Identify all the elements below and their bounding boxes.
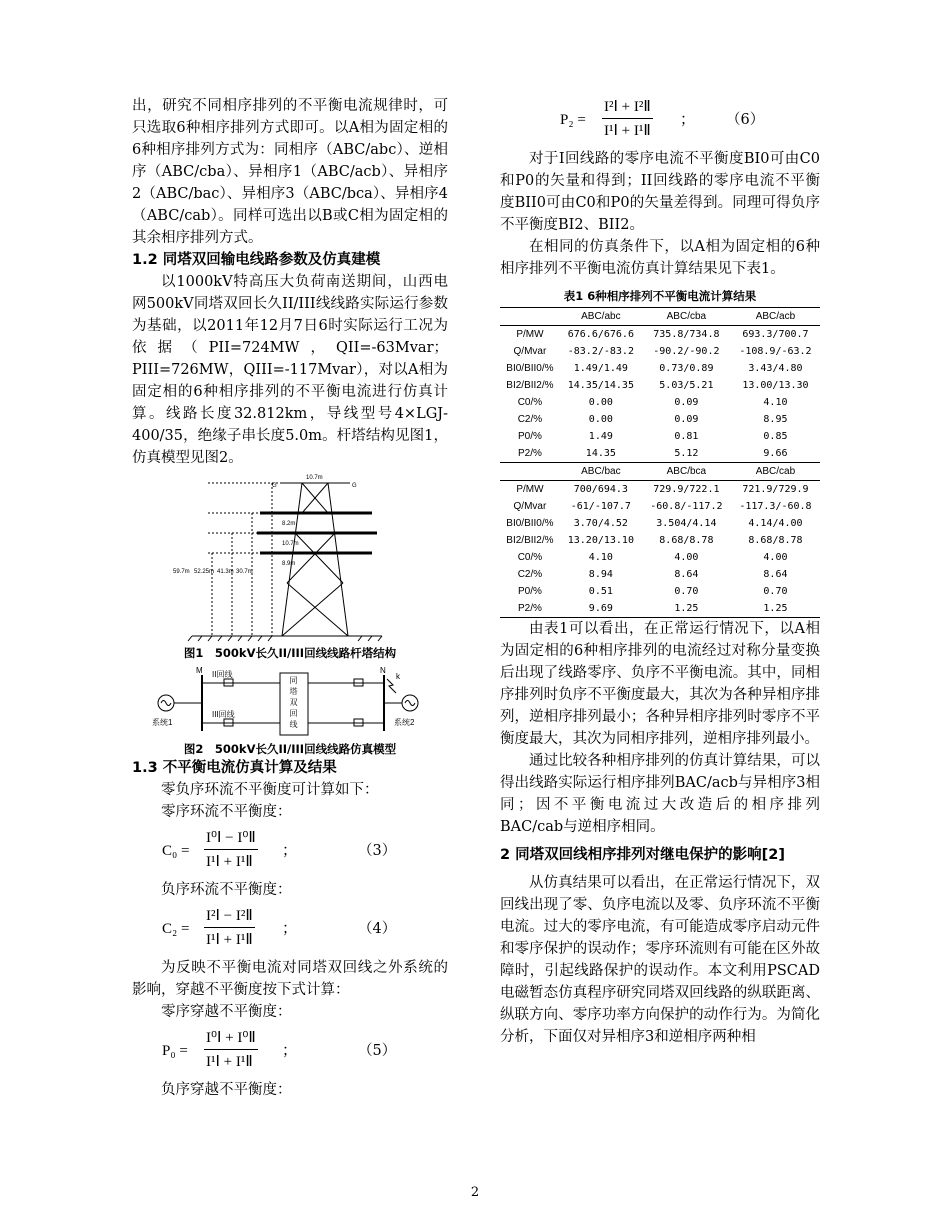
table-cell: 4.00 <box>763 552 788 563</box>
equation-6: P₂ = I²Ⅰ + I²Ⅱ I¹Ⅰ + I¹Ⅱ ； （6） <box>500 96 820 144</box>
fig2-n: N <box>380 666 386 675</box>
table-row-label: Q/Mvar <box>513 501 547 512</box>
left-para-6: 为反映不平衡电流对同塔双回线之外系统的影响，穿越不平衡度按下式计算： <box>132 960 448 998</box>
equation-3: C₀ = I⁰Ⅰ − I⁰Ⅱ I¹Ⅰ + I¹Ⅱ ； （3） <box>132 827 448 875</box>
table-cell: 1.25 <box>763 603 788 614</box>
eq6-den: I¹Ⅰ + I¹Ⅱ <box>604 123 651 139</box>
fig1-h2: 52.25m <box>194 569 215 575</box>
table-row <box>500 326 820 344</box>
section-1-2-heading: 1.2 同塔双回输电线路参数及仿真建模 <box>132 252 381 268</box>
eq6-num: I²Ⅰ + I²Ⅱ <box>602 96 653 119</box>
left-para-5: 负序环流不平衡度： <box>161 882 292 898</box>
table-cell: 9.69 <box>588 603 613 614</box>
table-cell: 0.70 <box>763 586 788 597</box>
fig1-h4: 30.7m <box>236 569 253 575</box>
fig1-dim2: 10.7m <box>282 541 299 547</box>
table-cell: 13.00/13.30 <box>742 380 809 391</box>
table-row <box>500 377 820 394</box>
table-header-cell: ABC/bca <box>642 463 731 481</box>
table-cell: 0.00 <box>588 397 613 408</box>
table-cell: 700/694.3 <box>560 481 642 499</box>
table-header-cell: ABC/abc <box>560 308 642 326</box>
left-para-2: 以1000kV特高压大负荷南送期间，山西电网500kV同塔双回长久II/III线线路实际运行参数为基础，以2011年12月7日6时实际运行工况为依据（PII=724MW，QII=-63Mvar；PIII=726MW，QIII=-117Mvar），对以A相为固定相的6种相序排列的不平衡电流进行仿真计算。线路长度32.812km，导线型号4×LGJ-400/35，绝缘子串长度5.0m。杆塔结构见图1，仿真模型见图2。 <box>132 274 448 466</box>
table-header-cell <box>500 308 560 326</box>
fig2-sys2: 系统2 <box>394 718 415 727</box>
table-cell: 693.3/700.7 <box>731 326 820 344</box>
table-cell: 0.85 <box>763 431 788 442</box>
table-row <box>500 583 820 600</box>
eq5-lhs: P₀ = <box>162 1043 188 1059</box>
table-row <box>500 394 820 411</box>
table-cell: 8.68/8.78 <box>659 535 714 546</box>
tower-diagram <box>132 473 448 645</box>
table-cell: 3.43/4.80 <box>748 363 803 374</box>
table-cell: 3.70/4.52 <box>573 518 628 529</box>
left-para-8: 负序穿越不平衡度： <box>161 1082 292 1098</box>
table-row-label: BI0/BII0/% <box>506 518 554 529</box>
table-row-label: C0/% <box>517 397 543 408</box>
eq5-num: I⁰Ⅰ + I⁰Ⅱ <box>204 1027 258 1050</box>
fig2-box-label: 同塔双回线 <box>289 676 298 729</box>
table-cell: 0.09 <box>674 414 699 425</box>
table-row-label: P0/% <box>517 431 542 442</box>
eq4-num: I²Ⅰ − I²Ⅱ <box>204 905 255 928</box>
table-cell: 14.35 <box>585 448 616 459</box>
table-row <box>500 445 820 463</box>
eq4-lhs: C₂ = <box>162 921 190 937</box>
eq5-number: （5） <box>358 1043 397 1059</box>
eq4-den: I¹Ⅰ + I¹Ⅱ <box>206 932 253 948</box>
eq5-den: I¹Ⅰ + I¹Ⅱ <box>206 1054 253 1070</box>
left-para-3: 零负序环流不平衡度可计算如下： <box>161 782 379 798</box>
table-cell: 8.64 <box>763 569 788 580</box>
figure-1-caption: 图1 500kV长久II/III回线线路杆塔结构 <box>183 646 397 660</box>
eq6-lhs: P₂ = <box>560 112 586 128</box>
table-cell: 14.35/14.35 <box>567 380 634 391</box>
table-header-cell: ABC/acb <box>731 308 820 326</box>
fig1-h1: 59.7m <box>173 569 190 575</box>
table-header-row <box>500 463 820 481</box>
table-cell: -117.3/-60.8 <box>739 501 812 512</box>
table-row-label: C2/% <box>517 569 543 580</box>
table-row <box>500 428 820 445</box>
table-cell: 13.20/13.10 <box>567 535 634 546</box>
left-column <box>132 95 448 1101</box>
table-row-label: P0/% <box>517 586 542 597</box>
table-row-label: P2/% <box>517 603 542 614</box>
table-row <box>500 515 820 532</box>
table-header-row <box>500 308 820 326</box>
table-row <box>500 411 820 428</box>
table-row-label: BI0/BII0/% <box>506 363 554 374</box>
table-header-cell <box>500 463 560 481</box>
left-para-4: 零序环流不平衡度： <box>161 804 292 820</box>
table-row-label: P/MW <box>500 481 560 499</box>
table-cell: 4.10 <box>588 552 613 563</box>
right-column <box>500 92 820 1048</box>
page-number: 2 <box>470 1185 480 1200</box>
table-row <box>500 549 820 566</box>
section-1-3-heading: 1.3 不平衡电流仿真计算及结果 <box>132 760 337 776</box>
table-row-label: C0/% <box>517 552 543 563</box>
eq4-number: （4） <box>358 921 397 937</box>
right-para-2: 在相同的仿真条件下，以A相为固定相的6种相序排列不平衡电流仿真计算结果见下表1。 <box>500 239 820 277</box>
table-header-cell: ABC/cab <box>731 463 820 481</box>
table-header-cell: ABC/bac <box>560 463 642 481</box>
table-row <box>500 532 820 549</box>
table-row <box>500 566 820 583</box>
table-cell: 721.9/729.9 <box>731 481 820 499</box>
fig2-k: k <box>396 672 400 681</box>
table-cell: 3.504/4.14 <box>656 518 717 529</box>
table-cell: 729.9/722.1 <box>642 481 731 499</box>
left-para-1: 出，研究不同相序排列的不平衡电流规律时，可只选取6种相序排列方式即可。以A相为固定相的6种相序排列方式为：同相序（ABC/abc）、逆相序（ABC/cba）、异相序1（ABC/acb）、异相序2（ABC/bac）、异相序3（ABC/bca）、异相序4（ABC/cab）。同样可选出以B或C相为固定相的其余相序排列方式。 <box>132 98 448 246</box>
table-cell: 1.25 <box>674 603 699 614</box>
section-2-heading: 2 同塔双回线相序排列对继电保护的影响[2] <box>500 847 785 863</box>
fig1-h3: 41.3m <box>217 569 234 575</box>
table-cell: 8.94 <box>588 569 613 580</box>
table-row-label: BI2/BII2/% <box>506 380 554 391</box>
table-row-label: P2/% <box>517 448 542 459</box>
table-row <box>500 498 820 515</box>
table-cell: -108.9/-63.2 <box>739 346 812 357</box>
eq6-number: （6） <box>726 112 765 128</box>
table-cell: 4.00 <box>674 552 699 563</box>
table-cell: 1.49/1.49 <box>573 363 628 374</box>
table-cell: 0.70 <box>674 586 699 597</box>
figure-2-caption: 图2 500kV长久II/III回线线路仿真模型 <box>183 742 397 756</box>
fig1-dim3: 8.9m <box>282 561 296 567</box>
equation-4: C₂ = I²Ⅰ − I²Ⅱ I¹Ⅰ + I¹Ⅱ ； （4） <box>132 905 448 953</box>
fig1-dim1: 8.2m <box>282 521 296 527</box>
table-cell: 0.00 <box>588 414 613 425</box>
table-cell: 735.8/734.8 <box>642 326 731 344</box>
table-header-cell: ABC/cba <box>642 308 731 326</box>
fig1-g-right: G <box>352 483 357 489</box>
eq3-number: （3） <box>358 843 397 859</box>
table-cell: 1.49 <box>588 431 613 442</box>
table-row <box>500 481 820 499</box>
fig2-line2: II回线 <box>212 670 233 679</box>
table-row-label: BI2/BII2/% <box>506 535 554 546</box>
results-table <box>500 307 820 618</box>
fig2-m: M <box>196 666 203 675</box>
table-cell: -61/-107.7 <box>570 501 631 512</box>
table-cell: 0.09 <box>674 397 699 408</box>
figure-2 <box>132 665 448 741</box>
table-row-label: C2/% <box>517 414 543 425</box>
table-row <box>500 343 820 360</box>
simulation-model-diagram <box>132 665 448 741</box>
eq3-lhs: C₀ = <box>162 843 190 859</box>
fig2-line3: III回线 <box>212 710 235 719</box>
table-cell: 4.14/4.00 <box>748 518 803 529</box>
table-cell: 676.6/676.6 <box>560 326 642 344</box>
left-para-7: 零序穿越不平衡度： <box>161 1004 292 1020</box>
eq3-num: I⁰Ⅰ − I⁰Ⅱ <box>204 827 258 850</box>
table-cell: -90.2/-90.2 <box>653 346 720 357</box>
fig2-sys1: 系统1 <box>152 718 173 727</box>
equation-5: P₀ = I⁰Ⅰ + I⁰Ⅱ I¹Ⅰ + I¹Ⅱ ； （5） <box>132 1027 448 1075</box>
fig1-g-left: G <box>272 483 277 489</box>
table-cell: 5.12 <box>674 448 699 459</box>
figure-1 <box>132 473 448 645</box>
right-para-5: 从仿真结果可以看出，在正常运行情况下，双回线出现了零、负序电流以及零、负序环流不平衡电流。过大的零序电流，有可能造成零序启动元件和零序保护的误动作；零序环流则有可能在区外故障时，引起线路保护的误动作。本文利用PSCAD电磁暂态仿真程序研究同塔双回线路的纵联距离、纵联方向、零序功率方向保护的动作行为。为简化分析，下面仅对异相序3和逆相序两种相 <box>500 875 820 1045</box>
table-cell: 8.95 <box>763 414 788 425</box>
fig1-top-dim: 10.7m <box>306 475 323 481</box>
table-cell: 0.73/0.89 <box>659 363 714 374</box>
table-cell: -60.8/-117.2 <box>650 501 723 512</box>
table-cell: -83.2/-83.2 <box>567 346 634 357</box>
table-cell: 0.81 <box>674 431 699 442</box>
table-cell: 8.68/8.78 <box>748 535 803 546</box>
table-cell: 0.51 <box>588 586 613 597</box>
table-1-caption: 表1 6种相序排列不平衡电流计算结果 <box>563 289 757 303</box>
table-cell: 9.66 <box>763 448 788 459</box>
eq3-den: I¹Ⅰ + I¹Ⅱ <box>206 854 253 870</box>
table-cell: 8.64 <box>674 569 699 580</box>
right-para-1: 对于I回线路的零序电流不平衡度BI0可由C0和P0的矢量和得到；II回线路的零序电流不平衡度BII0可由C0和P0的矢量差得到。同理可得负序不平衡度BI2、BII2。 <box>500 151 820 233</box>
right-para-4: 通过比较各种相序排列的仿真计算结果，可以得出线路实际运行相序排列BAC/acb与异相序3相同；因不平衡电流过大改造后的相序排列BAC/cab与逆相序相同。 <box>500 753 820 835</box>
table-row-label: P/MW <box>500 326 560 344</box>
table-row <box>500 600 820 618</box>
table-cell: 4.10 <box>763 397 788 408</box>
right-para-3: 由表1可以看出，在正常运行情况下，以A相为固定相的6种相序排列的电流经过对称分量变换后出现了线路零序、负序不平衡电流。其中，同相序排列时负序不平衡度最大，其次为各种异相序排列，逆相序排列最小；各种异相序排列时零序不平衡度最大，其次为同相序排列，逆相序排列最小。 <box>500 621 820 747</box>
table-cell: 5.03/5.21 <box>659 380 714 391</box>
table-row <box>500 360 820 377</box>
table-row-label: Q/Mvar <box>513 346 547 357</box>
